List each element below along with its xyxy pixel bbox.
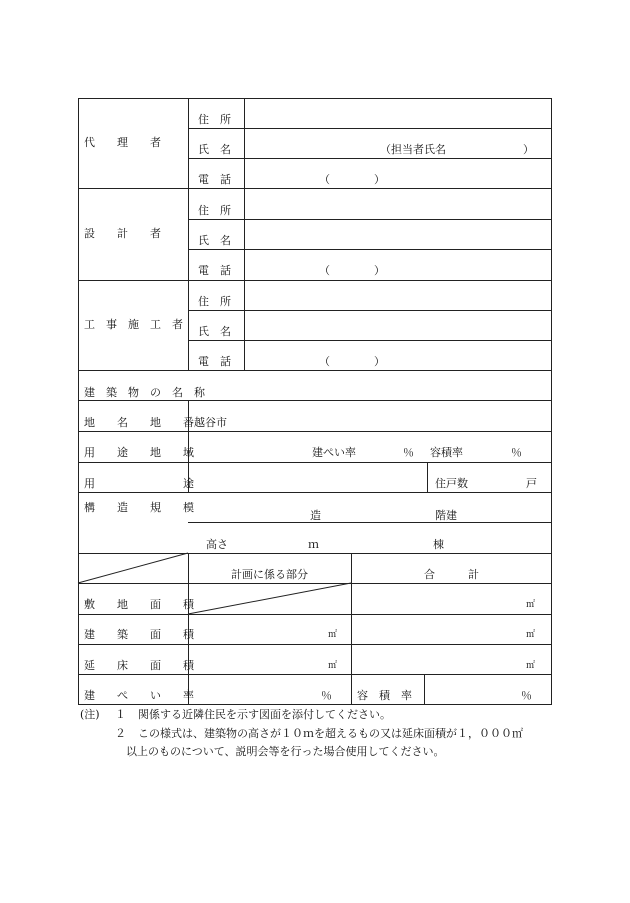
use-label: 用 途 — [84, 477, 194, 490]
table-border-right — [551, 98, 552, 705]
col-line — [244, 98, 245, 370]
building-area-unit-plan: ㎡ — [328, 630, 338, 640]
note-1-number: １ — [115, 708, 126, 721]
designer-name-label: 氏 名 — [198, 234, 231, 247]
far-label: 容 積 率 — [357, 689, 412, 702]
row-line — [78, 644, 552, 645]
agent-label: 代 理 者 — [84, 136, 161, 149]
zoning-bcr-label: 建ぺい率 — [312, 446, 356, 459]
building-area-unit-total: ㎡ — [526, 630, 536, 640]
note-2-text-line2: 以上のものについて、説明会等を行った場合使用してください。 — [126, 745, 445, 758]
row-line — [188, 219, 552, 220]
row-line — [78, 370, 552, 371]
contractor-address-label: 住 所 — [198, 295, 231, 308]
agent-address-label: 住 所 — [198, 113, 231, 126]
structure-zou: 造 — [310, 509, 321, 522]
note-2-text-line1: この様式は、建築物の高さが１０ｍを超えるもの又は延床面積が１，０００㎡ — [138, 727, 523, 740]
site-area-label: 敷 地 面 積 — [84, 598, 194, 611]
row-line — [78, 462, 552, 463]
lot-label: 地 名 地 番 — [84, 416, 194, 429]
notes-prefix: (注) — [80, 708, 100, 721]
note-2-number: ２ — [115, 727, 126, 740]
structure-label: 構 造 規 模 — [84, 501, 194, 514]
zoning-bcr-unit: ％ — [403, 446, 414, 459]
floor-area-label: 延 床 面 積 — [84, 659, 194, 672]
row-line — [78, 280, 552, 281]
row-line — [188, 310, 552, 311]
far-unit: ％ — [521, 689, 532, 702]
table-border-top — [78, 98, 552, 99]
agent-contact-person: （担当者氏名 ） — [380, 143, 534, 156]
row-line — [78, 188, 552, 189]
contractor-phone-parens: （ ） — [319, 355, 385, 368]
zoning-far-unit: ％ — [511, 446, 522, 459]
agent-phone-parens: （ ） — [319, 173, 385, 186]
row-line — [78, 492, 552, 493]
designer-phone-label: 電 話 — [198, 264, 231, 277]
zoning-far-label: 容積率 — [430, 446, 463, 459]
row-line — [78, 431, 552, 432]
zoning-label: 用 途 地 域 — [84, 446, 194, 459]
lot-city: 越谷市 — [194, 416, 227, 429]
agent-name-label: 氏 名 — [198, 143, 231, 156]
bcr-unit: ％ — [321, 689, 332, 702]
floor-area-unit-plan: ㎡ — [328, 661, 338, 671]
structure-stories: 階建 — [435, 509, 457, 522]
application-form-table — [78, 98, 552, 705]
bcr-label: 建 ぺ い 率 — [84, 689, 194, 702]
row-line — [78, 400, 552, 401]
structure-height-unit: ｍ — [308, 538, 319, 551]
col-line — [427, 462, 428, 492]
contractor-name-label: 氏 名 — [198, 325, 231, 338]
designer-label: 設 計 者 — [84, 227, 161, 240]
contractor-phone-label: 電 話 — [198, 355, 231, 368]
col-line — [188, 98, 189, 370]
row-line — [188, 249, 552, 250]
use-units-label: 住戸数 — [435, 477, 468, 490]
contractor-label: 工 事 施 工 者 — [84, 318, 183, 331]
col-plan-header: 計画に係る部分 — [231, 568, 308, 581]
row-line — [188, 128, 552, 129]
site-area-diagonal-line — [188, 583, 351, 614]
structure-height-label: 高さ — [206, 538, 228, 551]
row-line — [188, 340, 552, 341]
designer-address-label: 住 所 — [198, 204, 231, 217]
floor-area-unit-total: ㎡ — [526, 661, 536, 671]
designer-phone-parens: （ ） — [319, 264, 385, 277]
col-line — [351, 553, 352, 705]
col-line — [424, 674, 425, 705]
row-line — [78, 674, 552, 675]
note-1-text: 関係する近隣住民を示す図面を添付してください。 — [138, 708, 391, 721]
structure-buildings: 棟 — [433, 538, 444, 551]
row-line — [78, 614, 552, 615]
row-line — [188, 158, 552, 159]
site-area-unit-total: ㎡ — [526, 600, 536, 610]
table-border-left — [78, 98, 79, 705]
use-units-unit: 戸 — [526, 477, 537, 490]
agent-phone-label: 電 話 — [198, 173, 231, 186]
table-border-bottom — [78, 704, 552, 705]
building-name-label: 建 築 物 の 名 称 — [84, 386, 205, 399]
header-diagonal-line — [78, 553, 188, 583]
row-line — [188, 522, 552, 523]
col-total-header: 合 計 — [424, 568, 479, 581]
building-area-label: 建 築 面 積 — [84, 628, 194, 641]
